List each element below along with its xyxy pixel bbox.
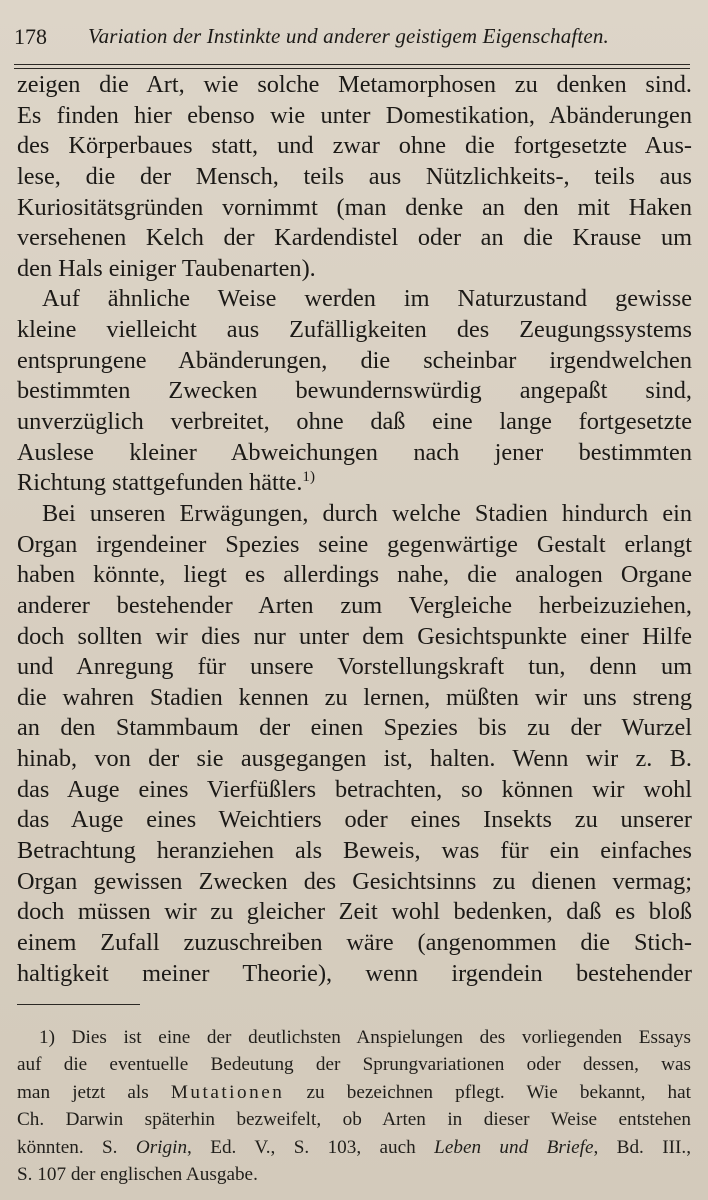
text-line: entsprungene Abänderungen, die scheinbar irgendwelchen: [17, 346, 692, 374]
text-line: Organ irgendeiner Spezies seine gegenwärtige Gestalt erlangt: [17, 530, 692, 558]
footnote-line: auf die eventuelle Bedeutung der Sprungvariationen oder dessen, was: [17, 1054, 691, 1076]
text-line: zeigen die Art, wie solche Metamorphosen zu denken sind.: [17, 71, 692, 98]
text-line: bestimmten Zwecken bewundernswürdig angepaßt sind,: [17, 377, 692, 405]
text-line: Betrachtung heranziehen als Beweis, was für ein einfaches: [17, 837, 692, 865]
text-line: Organ gewissen Zwecken des Gesichtsinns zu dienen vermag;: [17, 867, 692, 895]
text-line: Bei unseren Erwägungen, durch welche Stadien hindurch ein: [42, 499, 692, 527]
text-line: einem Zufall zuzuschreiben wäre (angenommen die Stich-: [17, 928, 692, 956]
footnote-line: [17, 1134, 691, 1161]
text-line: des Körperbaues statt, und zwar ohne die fortgesetzte Aus-: [17, 132, 692, 160]
running-title: Variation der Instinkte und anderer geistigeт Eigenschaften.: [88, 24, 609, 48]
footnote-title-origin: Origin: [135, 1136, 188, 1158]
footnote-text: , Bd. III.,: [593, 1136, 691, 1158]
text-line: Es finden hier ebenso wie unter Domestikation, Abänderungen: [17, 101, 692, 129]
text-line: versehenen Kelch der Kardendistel oder an die Krause um: [17, 224, 692, 252]
text-line: das Auge eines Vierfüßlers betrachten, so können wir wohl: [17, 775, 692, 803]
footnote-rule: [17, 1004, 140, 1005]
text-line: Kuriositätsgründen vornimmt (man denke an den mit Haken: [17, 193, 692, 221]
text-line: das Auge eines Weichtiers oder eines Insekts zu unserer: [17, 806, 692, 834]
text-line: Richtung stattgefunden hätte.: [17, 469, 303, 497]
page-header: [14, 22, 690, 54]
text-line: an den Stammbaum der einen Spezies bis zu der Wurzel: [17, 714, 692, 742]
text-line-with-footnote: [17, 468, 692, 499]
footnote-text: man jetzt als: [17, 1081, 149, 1103]
footnote-reference: 1): [302, 469, 315, 486]
header-rule: [14, 64, 690, 65]
footnote-title-leben: Leben und Briefe: [434, 1136, 594, 1158]
footnote-text: könnten. S.: [17, 1136, 118, 1158]
footnote-line: S. 107 der englischen Ausgabe.: [17, 1163, 258, 1185]
text-line: haben könnte, liegt es allerdings nahe, die analogen Organe: [17, 561, 692, 589]
footnote-text: , Ed. V., S. 103, auch: [187, 1136, 416, 1158]
footnote-line: [17, 1079, 691, 1106]
footnote-marker: 1): [39, 1027, 55, 1048]
header-rule-inner: [14, 68, 690, 69]
text-line: haltigkeit meiner Theorie), wenn irgendein bestehender: [17, 959, 692, 987]
text-line: doch sollten wir dies nur unter dem Gesichtspunkte einer Hilfe: [17, 622, 692, 650]
footnote: [17, 1024, 691, 1188]
text-line: Auf ähnliche Weise werden im Naturzustand gewisse: [42, 285, 692, 313]
text-line: unverzüglich verbreitet, ohne daß eine lange fortgesetzte: [17, 408, 692, 436]
page-number: 178: [14, 24, 47, 49]
footnote-line: Ch. Darwin späterhin bezweifelt, ob Arten in dieser Weise entstehen: [17, 1109, 691, 1131]
text-line: lese, die der Mensch, teils aus Nützlichkeits-, teils aus: [17, 162, 692, 190]
text-line: doch müssen wir zu gleicher Zeit wohl bedenken, daß es bloß: [17, 898, 692, 926]
text-line: die wahren Stadien kennen zu lernen, müßten wir uns streng: [17, 683, 692, 711]
text-line: und Anregung für unsere Vorstellungskraft tun, denn um: [17, 653, 692, 681]
footnote-line: [17, 1024, 691, 1051]
body-text: [17, 70, 692, 989]
footnote-text: zu bezeichnen pflegt. Wie bekannt, hat: [306, 1081, 692, 1103]
text-line: anderer bestehender Arten zum Vergleiche herbeizuziehen,: [17, 591, 692, 619]
text-line: den Hals einiger Taubenarten).: [17, 254, 316, 282]
footnote-text: Dies ist eine der deutlichsten Anspielungen des vorliegenden Essays: [71, 1027, 691, 1048]
text-line: Auslese kleiner Abweichungen nach jener bestimmten: [17, 438, 692, 466]
text-line: kleine vielleicht aus Zufälligkeiten des Zeugungssystems: [17, 316, 692, 344]
text-line: hinab, von der sie ausgegangen ist, halten. Wenn wir z. B.: [17, 745, 692, 773]
footnote-emphasis-spaced: Mutationen: [170, 1081, 285, 1103]
